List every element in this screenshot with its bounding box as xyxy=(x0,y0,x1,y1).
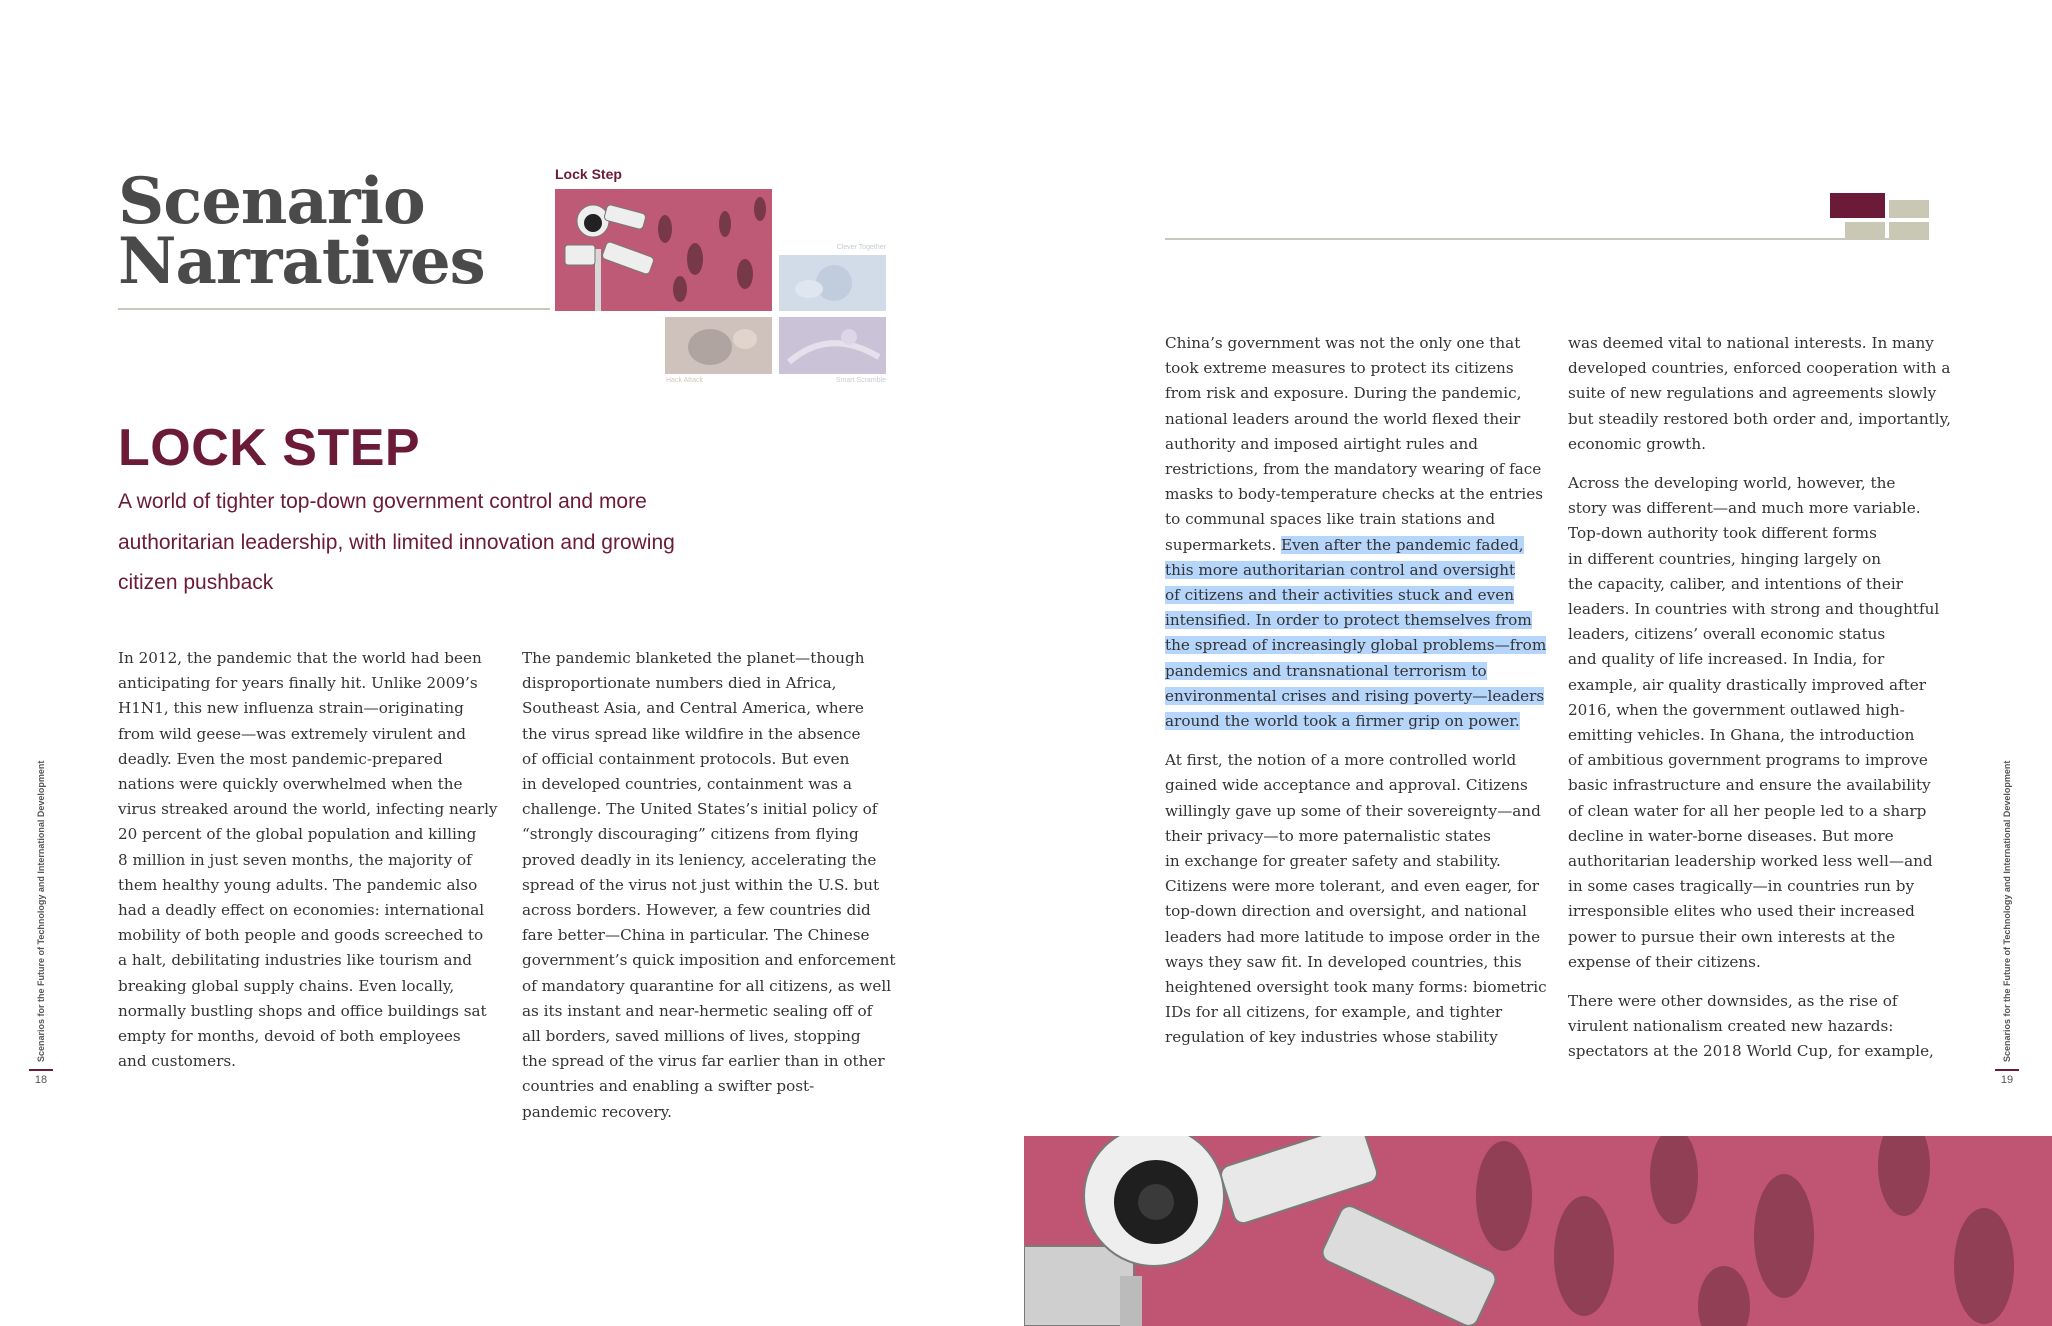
running-side-text: Scenarios for the Future of Technology and International Development xyxy=(2002,760,2012,1062)
thumbnail-security-camera xyxy=(555,189,772,311)
page-number: 19 xyxy=(1995,1074,2019,1086)
page-number: 18 xyxy=(29,1074,53,1086)
paragraph: was deemed vital to national interests. In many developed countries, enforced cooperation with a suite of new regulations and agreements slowly but steadily restored both order and, importantly, economic growth. xyxy=(1568,334,1951,453)
thumbnail-hands xyxy=(779,255,886,311)
thumbnail-caption: Hack Attack xyxy=(666,377,703,384)
scenario-grid-block xyxy=(1889,200,1929,218)
scenario-mini-label: Lock Step xyxy=(555,166,622,182)
scenario-heading: LOCK STEP xyxy=(118,419,421,477)
title-divider xyxy=(118,308,550,310)
paragraph: In 2012, the pandemic that the world had been anticipating for years finally hit. Unlike 2009’s H1N1, this new influenza strain—originating from wild geese—was extremely virulent and deadly. Even the most pandemic-prepared nations were quickly overwhelmed when the virus streaked around the world, infecting nearly 20 percent of the global population and killing 8 million in just seven months, the majority of them healthy young adults. The pandemic also had a deadly effect on economies: international mobility of both people and goods screeched to a halt, debilitating industries like tourism and breaking global supply chains. Even locally, normally bustling shops and office buildings sat empty for months, devoid of both employees and customers. xyxy=(118,649,498,1071)
paragraph: The pandemic blanketed the planet—though disproportionate numbers died in Africa, Southeast Asia, and Central America, where the virus spread like wildfire in the absence of official containment protocols. But even in developed countries, containment was a challenge. The United States’s initial policy of “strongly discouraging” citizens from flying proved deadly in its leniency, accelerating the spread of the virus not just within the U.S. but across borders. However, a few countries did fare better—China in particular. The Chinese government’s quick imposition and enforcement of mandatory quarantine for all citizens, as well as its instant and near-hermetic sealing off of all borders, saved millions of lives, stopping the spread of the virus far earlier than in other countries and enabling a swifter post- pandemic recovery. xyxy=(522,649,896,1121)
header-divider xyxy=(1165,238,1929,240)
text-column-3 xyxy=(1165,331,1557,1051)
paragraph: There were other downsides, as the rise of virulent nationalism created new hazards: spectators at the 2018 World Cup, for example, xyxy=(1568,992,1934,1061)
text-column-2 xyxy=(522,646,902,1125)
scenario-grid-block xyxy=(1889,222,1929,240)
paragraph: At first, the notion of a more controlled world gained wide acceptance and approval. Citizens willingly gave up some of their sovereignty—and their privacy—to more paternalistic states in exchange for greater safety and stability. Citizens were more tolerant, and even eager, for top-down direction and oversight, and national leaders had more latitude to impose order in the ways they saw fit. In developed countries, this heightened oversight took many forms: biometric IDs for all citizens, for example, and tighter regulation of key industries whose stability xyxy=(1165,751,1547,1047)
thumbnail-caption: Smart Scramble xyxy=(835,377,886,384)
page-title: Scenario Narratives xyxy=(118,164,485,299)
scenario-subtitle: A world of tighter top-down government control and more authoritarian leadership, with limited innovation and growing citizen pushback xyxy=(118,490,675,594)
thumbnail-caption: Clever Together xyxy=(836,244,886,251)
running-side-text: Scenarios for the Future of Technology and International Development xyxy=(36,760,46,1062)
text-column-1 xyxy=(118,646,498,1074)
text-column-4 xyxy=(1568,331,1960,1065)
plain-text: China’s government was not the only one that took extreme measures to protect its citizens from risk and exposure. During the pandemic, national leaders around the world flexed their authority and imposed airtight rules and restrictions, from the mandatory wearing of face masks to body-temperature checks at the entries to communal spaces like train stations and supermarkets. xyxy=(1165,334,1543,554)
paragraph xyxy=(1165,331,1557,734)
security-camera-photo xyxy=(1024,1136,2052,1326)
scenario-grid-block-active xyxy=(1830,193,1885,218)
scenario-grid-block xyxy=(1845,222,1885,240)
thumbnail-lights xyxy=(779,317,886,374)
thumbnail-globe xyxy=(665,317,772,374)
paragraph: Across the developing world, however, the story was different—and much more variable. Top-down authority took different forms in different countries, hinging largely on the capacity, caliber, and intentions of their leaders. In countries with strong and thoughtful leaders, citizens’ overall economic status and quality of life increased. In India, for example, air quality drastically improved after 2016, when the government outlawed high- emitting vehicles. In Ghana, the introduction of ambitious government programs to improve basic infrastructure and ensure the availability of clean water for all her people led to a sharp decline in water-borne diseases. But more authoritarian leadership worked less well—and in some cases tragically—in countries run by irresponsible elites who used their increased power to pursue their own interests at the expense of their citizens. xyxy=(1568,474,1940,971)
selected-text-highlight[interactable]: Even after the pandemic faded, this more authoritarian control and oversight of citizens and their activities stuck and even intensified. In order to protect themselves from the spread of increasingly global problems—from pandemics and transnational terrorism to environmental crises and rising poverty—leaders around the world took a firmer grip on power. xyxy=(1165,535,1547,731)
